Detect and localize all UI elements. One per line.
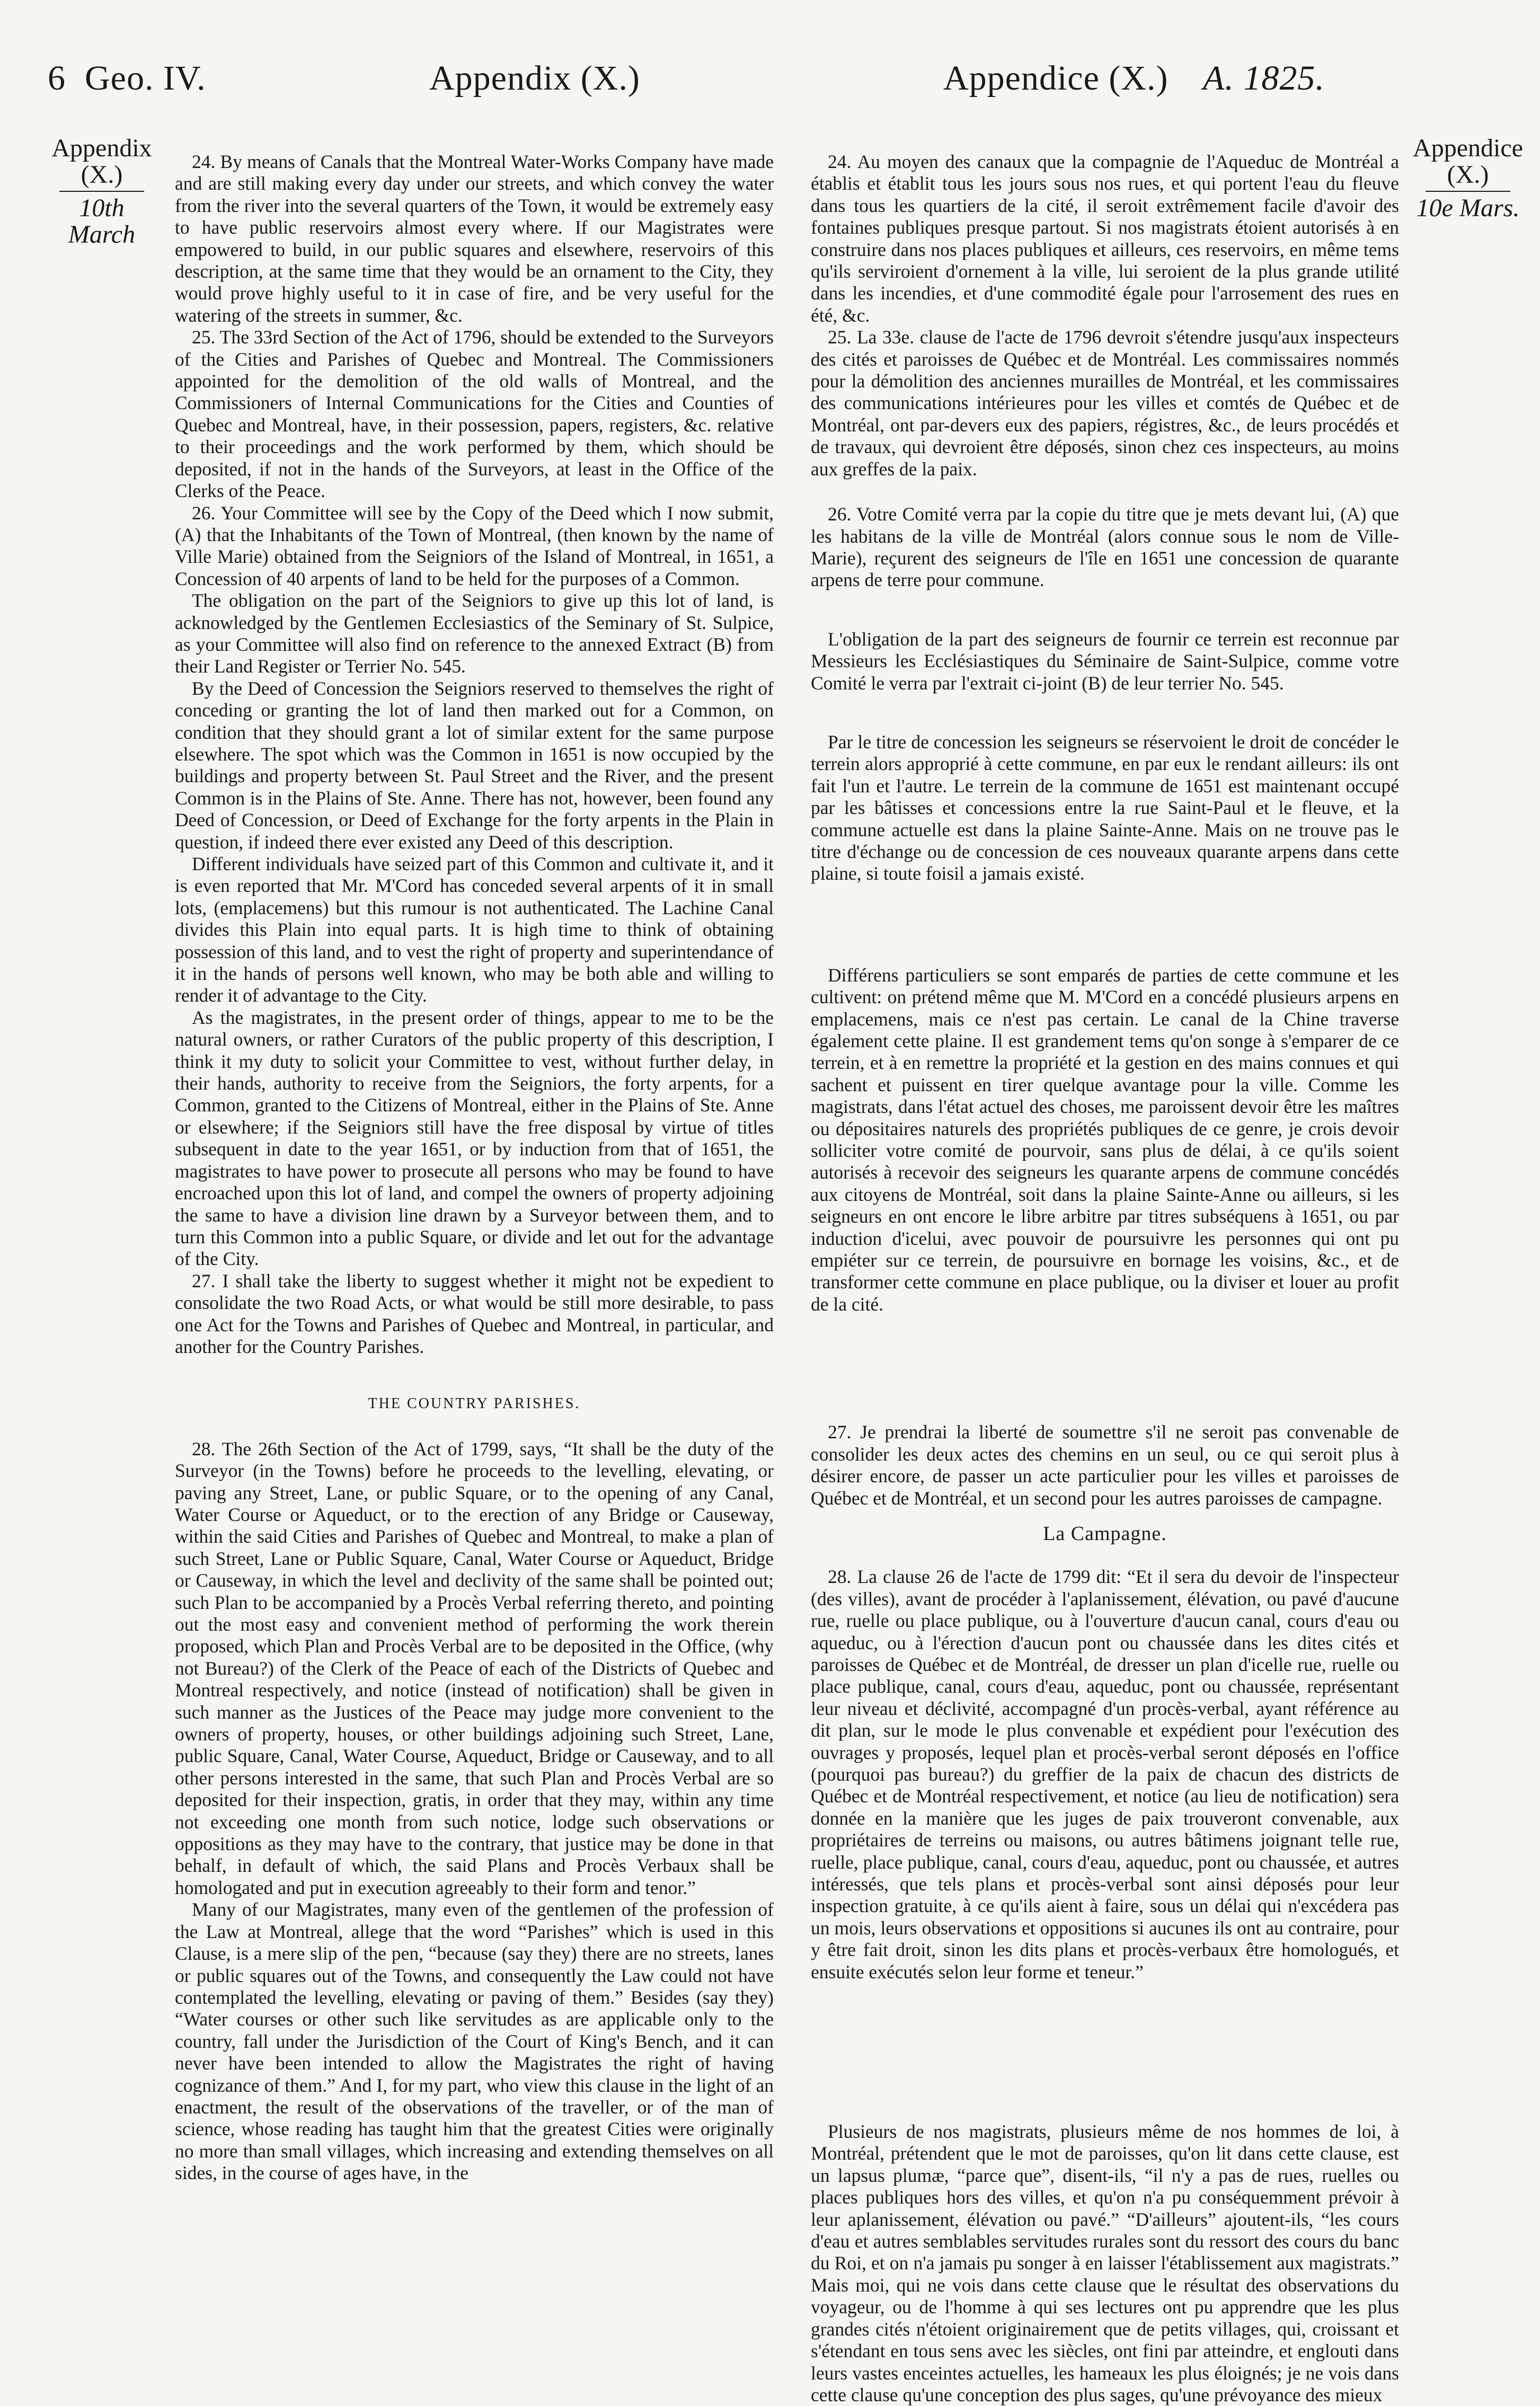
appendix-fr-label: Appendice (X.): [943, 59, 1169, 98]
margin-rule: [1426, 191, 1510, 192]
paragraph-26-obligation: The obligation on the part of the Seigniors to give up this lot of land, is acknowledged by the Gentlemen Ecclesiastics of the Seminary of St. Sulpice, as your Committee will also find on reference to the annexed Extract (B) from their Land Register or Terrier No. 545.: [175, 590, 774, 677]
paragraph-26-deed: Par le titre de concession les seigneurs se réservoient le droit de concéder le terrein alors approprié à cette commune, en par eux le rendant ailleurs: ils ont fait l'un et l'autre. Le terrein de la commune de 1651 est maintenant occupé par les bâtisses et concessions entre la rue Saint-Paul et le fleuve, et la commune actuelle est dans la plaine Sainte-Anne. Mais on ne trouve pas le titre d'échange ou de concession de ces nouveaux quarante arpens dans cette plaine, si toute foisil a jamais existé.: [811, 731, 1399, 884]
paragraph-26-individuals: Différens particuliers se sont emparés de parties de cette commune et les cultivent: on prétend même que M. M'Cord en a concédé plusieurs arpens en emplacemens, mais ce n'est pas certain. Le canal de la Chine traverse également cette plaine. Il est grandement tems qu'on songe à s'emparer de ce terrein, et à en remettre la propriété et la gestion en des mains connues et qui sachent et puissent en tirer quelque avantage pour la ville. Comme les magistrats, dans l'état actuel des choses, me paroissent devoir être les maîtres ou dépositaires naturels des propriétés publiques de ce genre, je crois devoir solliciter votre comité de pourvoir, sans plus de délai, à ce qu'ils soient autorisés à recevoir des seigneurs les quarante arpens de commune concédés aux citoyens de Montréal, soit dans la plaine Sainte-Anne ou ailleurs, si les seigneurs en ont encore le libre arbitre par titres subséquens à 1651, ou par induction d'icelui, avec pouvoir de poursuivre les personnes qui ont pu empiéter sur ce terrein, de poursuivre en bornage les voisins, &c., et de transformer cette commune en place publique, ou la diviser et louer au profit de la cité.: [811, 964, 1399, 1315]
margin-code: (X.): [1447, 161, 1489, 189]
page-number: 6: [48, 59, 66, 98]
margin-date: 10th March: [68, 193, 136, 249]
section-heading: THE COUNTRY PARISHES.: [368, 1395, 581, 1412]
margin-date: 10e Mars.: [1416, 193, 1520, 222]
margin-title: Appendix: [51, 134, 152, 162]
paragraph-28-magistrates: Many of our Magistrates, many even of the gentlemen of the profession of the Law at Montreal, allege that the word “Parishes” which is used in this Clause, is a mere slip of the pen, “because (say they) there are no streets, lanes or public squares out of the Towns, and consequently the Law could not have contemplated the levelling, elevating or paving of them.” Besides (say they) “Water courses or other such like servitudes as are applicable only to the country, fall under the Jurisdiction of the Court of King's Bench, and it can never have been intended to allow the Magistrates the right of having cognizance of them.” And I, for my part, who view this clause in the light of an enactment, the result of the observations of the traveller, or of the man of science, whose reading has taught him that the greatest Cities were originally no more than small villages, which increasing and extending themselves on all sides, in the course of ages have, in the: [175, 1899, 774, 2184]
paragraph-28-magistrates: Plusieurs de nos magistrats, plusieurs même de nos hommes de loi, à Montréal, prétendent que le mot de paroisses, qu'on lit dans cette clause, est un lapsus plumæ, “parce que”, disent-ils, “il n'y a pas de rues, ruelles ou places publiques hors des villes, et qu'on n'a pu conséquemment prévoir à leur aplanissement, élévation ou pavé.” “D'ailleurs” ajoutent-ils, “les cours d'eau et autres semblables servitudes rurales sont du ressort des cours du banc du Roi, et on n'a jamais pu songer à en laisser l'établissement aux magistrats.” Mais moi, qui ne vois dans cette clause que le résultat des observations du voyageur, ou de l'homme à qui ses lectures ont pu apprendre que les plus grandes cités n'étoient originairement que de petits villages, qui, croissant et s'étendant en tous sens avec les siècles, ont fini par atteindre, et englouti dans leurs vastes enceintes actuelles, les hameaux les plus éloignés; je ne vois dans cette clause qu'une conception des plus sages, qu'une prévoyance des mieux: [811, 2121, 1399, 2405]
section-heading: La Campagne.: [1043, 1522, 1167, 1545]
margin-rule: [59, 191, 144, 192]
paragraph-26-deed: By the Deed of Concession the Seigniors reserved to themselves the right of conceding or granting the lot of land then marked out for a Common, on condition that they should grant a lot of similar extent for the same purpose elsewhere. The spot which was the Common in 1651 is now occupied by the buildings and property between St. Paul Street and the River, and the present Common is in the Plains of Ste. Anne. There has not, however, been found any Deed of Concession, or Deed of Exchange for the forty arpents in the Plain in question, if indeed there ever existed any Deed of this description.: [175, 677, 774, 853]
reign-label: Geo. IV.: [85, 59, 206, 98]
paragraph-24: 24. Au moyen des canaux que la compagnie de l'Aqueduc de Montréal a établis et établit tous les jours sous nos rues, et qui portent l'eau du fleuve dans tous les quartiers de la cité, il seroit extrêmement facile d'avoir des fontaines publiques presque partout. Si nos magistrats étoient autorisés à en construire dans nos places publiques et ailleurs, ces reservoirs, en même tems qu'ils serviroient d'ornement à la ville, lui seroient de la plus grande utilité dans les incendies, et d'une commodité égale pour l'arrosement des rues en été, &c.: [811, 151, 1399, 326]
left-margin-note: [49, 135, 155, 249]
paragraph-27: 27. Je prendrai la liberté de soumettre s'il ne seroit pas convenable de consolider les deux actes des chemins en un seul, ou ce qui seroit plus à désirer encore, de passer un acte particulier pour les villes et paroisses de Québec et de Montréal, et un second pour les autres paroisses de campagne.: [811, 1421, 1399, 1509]
margin-title: Appendice: [1413, 134, 1523, 162]
paragraph-28: 28. The 26th Section of the Act of 1799, says, “It shall be the duty of the Surveyor (in the Towns) before he proceeds to the levelling, elevating, or paving any Street, Lane, or public Square, or to the opening of any Canal, Water Course or Aqueduct, or to the erection of any Bridge or Causeway, within the said Cities and Parishes of Quebec and Montreal, to make a plan of such Street, Lane or Public Square, Canal, Water Course or Aqueduct, Bridge or Causeway, in which the level and declivity of the same shall be pointed out; such Plan to be accompanied by a Procès Verbal referring thereto, and pointing out the most easy and convenient method of performing the work therein proposed, which Plan and Procès Verbal are to be deposited in the Office, (why not Bureau?) of the Clerk of the Peace of each of the Districts of Quebec and Montreal respectively, and notice (instead of notification) shall be given in such manner as the Justices of the Peace may judge more convenient to the owners of property, houses, or other buildings adjoining such Street, Lane, public Square, Canal, Water Course, Aqueduct, Bridge or Causeway, and to all other persons interested in the same, that such Plan and Procès Verbal are so deposited for their inspection, gratis, in order that they may, within any time not exceeding one month from such notice, lodge such observations or oppositions as they may have to the contrary, that justice may be done in that behalf, in default of which, the said Plans and Procès Verbaux shall be homologated and put in execution agreeably to their form and tenor.”: [175, 1438, 774, 1898]
paragraph-27: 27. I shall take the liberty to suggest whether it might not be expedient to consolidate the two Road Acts, or what would be still more desirable, to pass one Act for the Towns and Parishes of Quebec and Montreal, in particular, and another for the Country Parishes.: [175, 1270, 774, 1357]
paragraph-26-magistrates: As the magistrates, in the present order of things, appear to me to be the natural owners, or rather Curators of the public property of this description, I think it my duty to solicit your Committee to vest, without further delay, in their hands, authority to receive from the Seigniors, the forty arpents, for a Common, granted to the Citizens of Montreal, either in the Plains of Ste. Anne or elsewhere; if the Seigniors still have the free disposal by virtue of titles subsequent in date to the year 1651, or by induction from that of 1651, the magistrates to have power to prosecute all persons who may be found to have encroached upon this lot of land, and compel the owners of property adjoining the same to have a division line drawn by a Surveyor between them, and to turn this Common into a public Square, or divide and let out for the advantage of the City.: [175, 1006, 774, 1270]
english-column: [175, 151, 774, 2184]
paragraph-24: 24. By means of Canals that the Montreal Water-Works Company have made and are still making every day under our streets, and which convey the water from the river into the several quarters of the Town, it would be extremely easy to have public reservoirs almost every where. If our Magistrates were empowered to build, in our public squares and elsewhere, reservoirs of this description, at the same time that they would be an ornament to the City, they would prove highly useful to it in case of fire, and be very useful for the watering of the streets in summer, &c.: [175, 151, 774, 326]
french-column: [811, 151, 1399, 2406]
paragraph-25: 25. The 33rd Section of the Act of 1796, should be extended to the Surveyors of the Cities and Parishes of Quebec and Montreal. The Commissioners appointed for the demolition of the old walls of Montreal, and the Commissioners of Internal Communications for the Cities and Counties of Quebec and Montreal, have, in their possession, papers, registers, &c. relative to their proceedings and the work performed by them, which should be deposited, if not in the hands of the Surveyors, at least in the Office of the Clerks of the Peace.: [175, 326, 774, 502]
paragraph-25: 25. La 33e. clause de l'acte de 1796 devroit s'étendre jusqu'aux inspecteurs des cités et paroisses de Québec et de Montréal. Les commissaires nommés pour la démolition des anciennes murailles de Montréal, et les commissaires des communications intérieures pour les villes et comtés de Québec et de Montréal, ont par-devers eux des papiers, régistres, &c., de leurs procédés et de travaux, qui devroient être déposés, sinon chez ces inspecteurs, au moins aux greffes de la paix.: [811, 326, 1399, 480]
page-header: [48, 58, 1426, 117]
right-margin-note: [1410, 135, 1526, 222]
appendix-en-label: Appendix (X.): [429, 59, 640, 98]
paragraph-26: 26. Your Committee will see by the Copy of the Deed which I now submit, (A) that the Inhabitants of the Town of Montreal, (then known by the name of Ville Marie) obtained from the Seigniors of the Island of Montreal, in 1651, a Concession of 40 arpents of land to be held for the purposes of a Common.: [175, 502, 774, 589]
year-label: A. 1825.: [1203, 59, 1325, 98]
paragraph-26-obligation: L'obligation de la part des seigneurs de fournir ce terrein est reconnue par Messieurs les Ecclésiastiques du Séminaire de Saint-Sulpice, comme votre Comité le verra par l'extrait ci-joint (B) de leur terrier No. 545.: [811, 628, 1399, 694]
paragraph-26-individuals: Different individuals have seized part of this Common and cultivate it, and it is even reported that Mr. M'Cord has conceded several arpents of it in small lots, (emplacemens) but this rumour is not authenticated. The Lachine Canal divides this Plain into equal parts. It is high time to think of obtaining possession of this land, and to vest the right of property and superintendance of it in the hands of persons well known, who may be both able and willing to render it of advantage to the City.: [175, 853, 774, 1006]
paragraph-28: 28. La clause 26 de l'acte de 1799 dit: “Et il sera du devoir de l'inspecteur (des villes), avant de procéder à l'aplanissement, élévation, ou pavé d'aucune rue, ruelle ou place publique, ou à l'ouverture d'aucun canal, cours d'eau ou aqueduc, ou à l'érection d'aucun pont ou chaussée dans les dites cités et paroisses de Québec et de Montréal, de dresser un plan d'icelle rue, ruelle ou place publique, canal, cours d'eau, aqueduc, pont ou chaussée, représentant leur niveau et déclivité, accompagné d'un procès-verbal, ayant référence au dit plan, sur le mode le plus convenable et expédient pour l'exécution des ouvrages y proposés, lequel plan et procès-verbal seront déposés en l'office (pourquoi pas bureau?) du greffier de la paix de chacun des districts de Québec et de Montréal respectivement, et notice (au lieu de notification) sera donnée en la manière que les juges de paix trouveront convenable, aux propriétaires de terreins ou maisons, ou autres bâtimens joignant telle rue, ruelle, place publique, canal, cours d'eau, aqueduc, pont ou chaussée, et autres intéressés, que tels plans et procès-verbal sont ainsi déposés pour leur inspection gratuite, à ce qu'ils aient à faire, sous un délai qui n'excédera pas un mois, leurs observations et oppositions si aucunes ils ont au contraire, pour y être fait droit, sinon les dits plans et procès-verbaux être homologués, et ensuite exécutés selon leur forme et teneur.”: [811, 1566, 1399, 1983]
paragraph-26: 26. Votre Comité verra par la copie du titre que je mets devant lui, (A) que les habitans de la ville de Montréal (alors connue sous le nom de Ville-Marie), reçurent des seigneurs de l'île en 1651 une concession de quarante arpens de terre pour commune.: [811, 503, 1399, 591]
margin-code: (X.): [81, 161, 123, 189]
